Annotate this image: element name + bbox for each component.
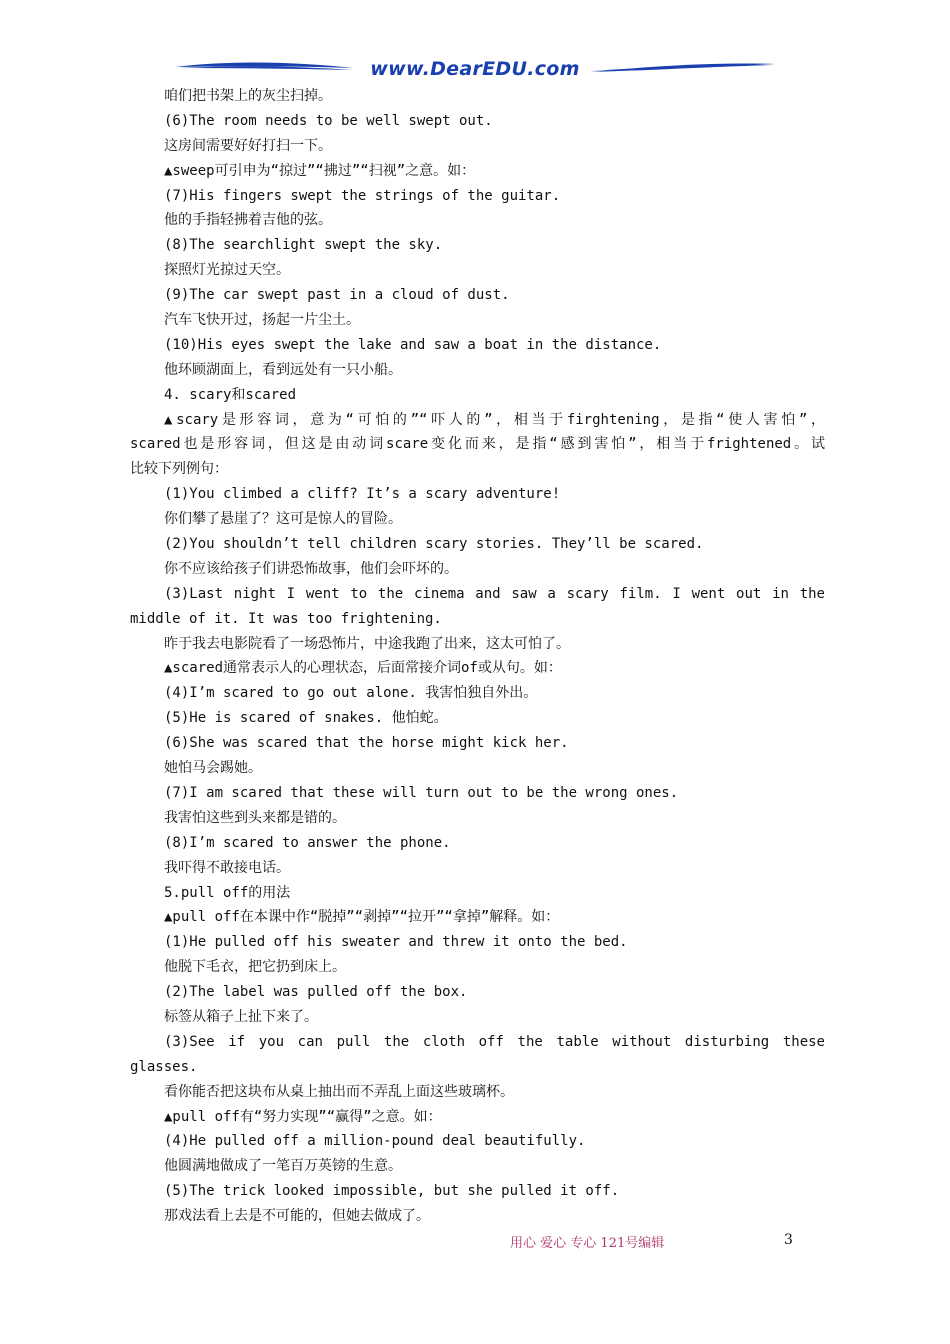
text-line: (3)Last night I went to the cinema and saw a scary film. I went out in the — [164, 585, 825, 602]
text-line: (7)His fingers swept the strings of the guitar. — [164, 187, 561, 204]
page-number: 3 — [784, 1232, 793, 1248]
text-line: (9)The car swept past in a cloud of dust. — [164, 287, 510, 304]
text-line: 他环顾湖面上，看到远处有一只小船。 — [164, 361, 402, 378]
text-line: (1)You climbed a cliff? It’s a scary adventure! — [164, 486, 561, 503]
text-line: 你不应该给孩子们讲恐怖故事，他们会吓坏的。 — [164, 560, 458, 577]
text-line: ▲sweep可引申为“掠过”“拂过”“扫视”之意。如： — [164, 162, 476, 179]
text-line: 昨于我去电影院看了一场恐怖片，中途我跑了出来，这太可怕了。 — [164, 635, 570, 652]
text-line: (5)The trick looked impossible, but she pulled it off. — [164, 1183, 620, 1200]
text-line: 咱们把书架上的灰尘扫掉。 — [164, 88, 332, 104]
text-line: (4)I’m scared to go out alone. 我害怕独自外出。 — [164, 685, 538, 702]
text-line: 汽车飞快开过，扬起一片尘土。 — [164, 312, 360, 329]
text-line: middle of it. It was too frightening. — [130, 610, 442, 627]
text-line: (6)She was scared that the horse might kick her. — [164, 735, 569, 752]
text-line: 你们攀了悬崖了？这可是惊人的冒险。 — [164, 511, 402, 528]
text-line: 她怕马会踢她。 — [164, 760, 262, 777]
text-line: (8)The searchlight swept the sky. — [164, 237, 443, 254]
text-line: 他圆满地做成了一笔百万英镑的生意。 — [164, 1158, 402, 1175]
text-line: 看你能否把这块布从桌上抽出而不弄乱上面这些玻璃杯。 — [164, 1083, 514, 1100]
text-line: 5.pull off的用法 — [164, 884, 291, 901]
text-line: scared也是形容词，但这是由动词scare变化而来，是指“感到害怕”，相当于frightened。试 — [130, 436, 825, 453]
text-line: 4. scary和scared — [164, 386, 297, 403]
text-line: 我吓得不敢接电话。 — [164, 859, 290, 876]
text-line: (4)He pulled off a million-pound deal beautifully. — [164, 1133, 586, 1150]
text-line: 我害怕这些到头来都是错的。 — [164, 809, 346, 826]
text-line: (6)The room needs to be well swept out. — [164, 112, 493, 129]
text-line: ▲pull off在本课中作“脱掉”“剥掉”“拉开”“拿掉”解释。如： — [164, 909, 560, 926]
text-line: 他的手指轻拂着吉他的弦。 — [164, 212, 332, 229]
text-line: (7)I am scared that these will turn out to be the wrong ones. — [164, 784, 679, 801]
text-line: ▲scary是形容词，意为“可怕的”“吓人的”，相当于firghtening，是指“使人害怕”， — [164, 411, 825, 428]
footer-text: 用心 爱心 专心 121号编辑 — [510, 1236, 665, 1251]
text-line: 探照灯光掠过天空。 — [164, 262, 290, 279]
text-line: 这房间需要好好打扫一下。 — [164, 137, 332, 154]
text-line: (1)He pulled off his sweater and threw it onto the bed. — [164, 934, 628, 951]
text-line: (10)His eyes swept the lake and saw a boat in the distance. — [164, 336, 662, 353]
text-line: 比较下列例句： — [130, 461, 228, 478]
text-line: (3)See if you can pull the cloth off the table without disturbing these — [164, 1033, 825, 1050]
text-line: 那戏法看上去是不可能的，但她去做成了。 — [164, 1208, 430, 1225]
text-line: (5)He is scared of snakes. 他怕蛇。 — [164, 710, 448, 727]
text-line: (2)The label was pulled off the box. — [164, 984, 468, 1001]
text-line: ▲pull off有“努力实现”“赢得”之意。如： — [164, 1108, 442, 1125]
text-line: ▲scared通常表示人的心理状态，后面常接介词of或从句。如： — [164, 660, 562, 677]
document-body — [130, 84, 825, 1229]
text-line: (2)You shouldn’t tell children scary stories. They’ll be scared. — [164, 536, 704, 553]
header-site-name: www.DearEDU.com — [370, 58, 580, 80]
text-line: glasses. — [130, 1058, 198, 1075]
text-line: 标签从箱子上扯下来了。 — [164, 1008, 318, 1025]
text-line: (8)I’m scared to answer the phone. — [164, 834, 451, 851]
text-line: 他脱下毛衣，把它扔到床上。 — [164, 959, 346, 976]
header-logo — [175, 56, 775, 86]
